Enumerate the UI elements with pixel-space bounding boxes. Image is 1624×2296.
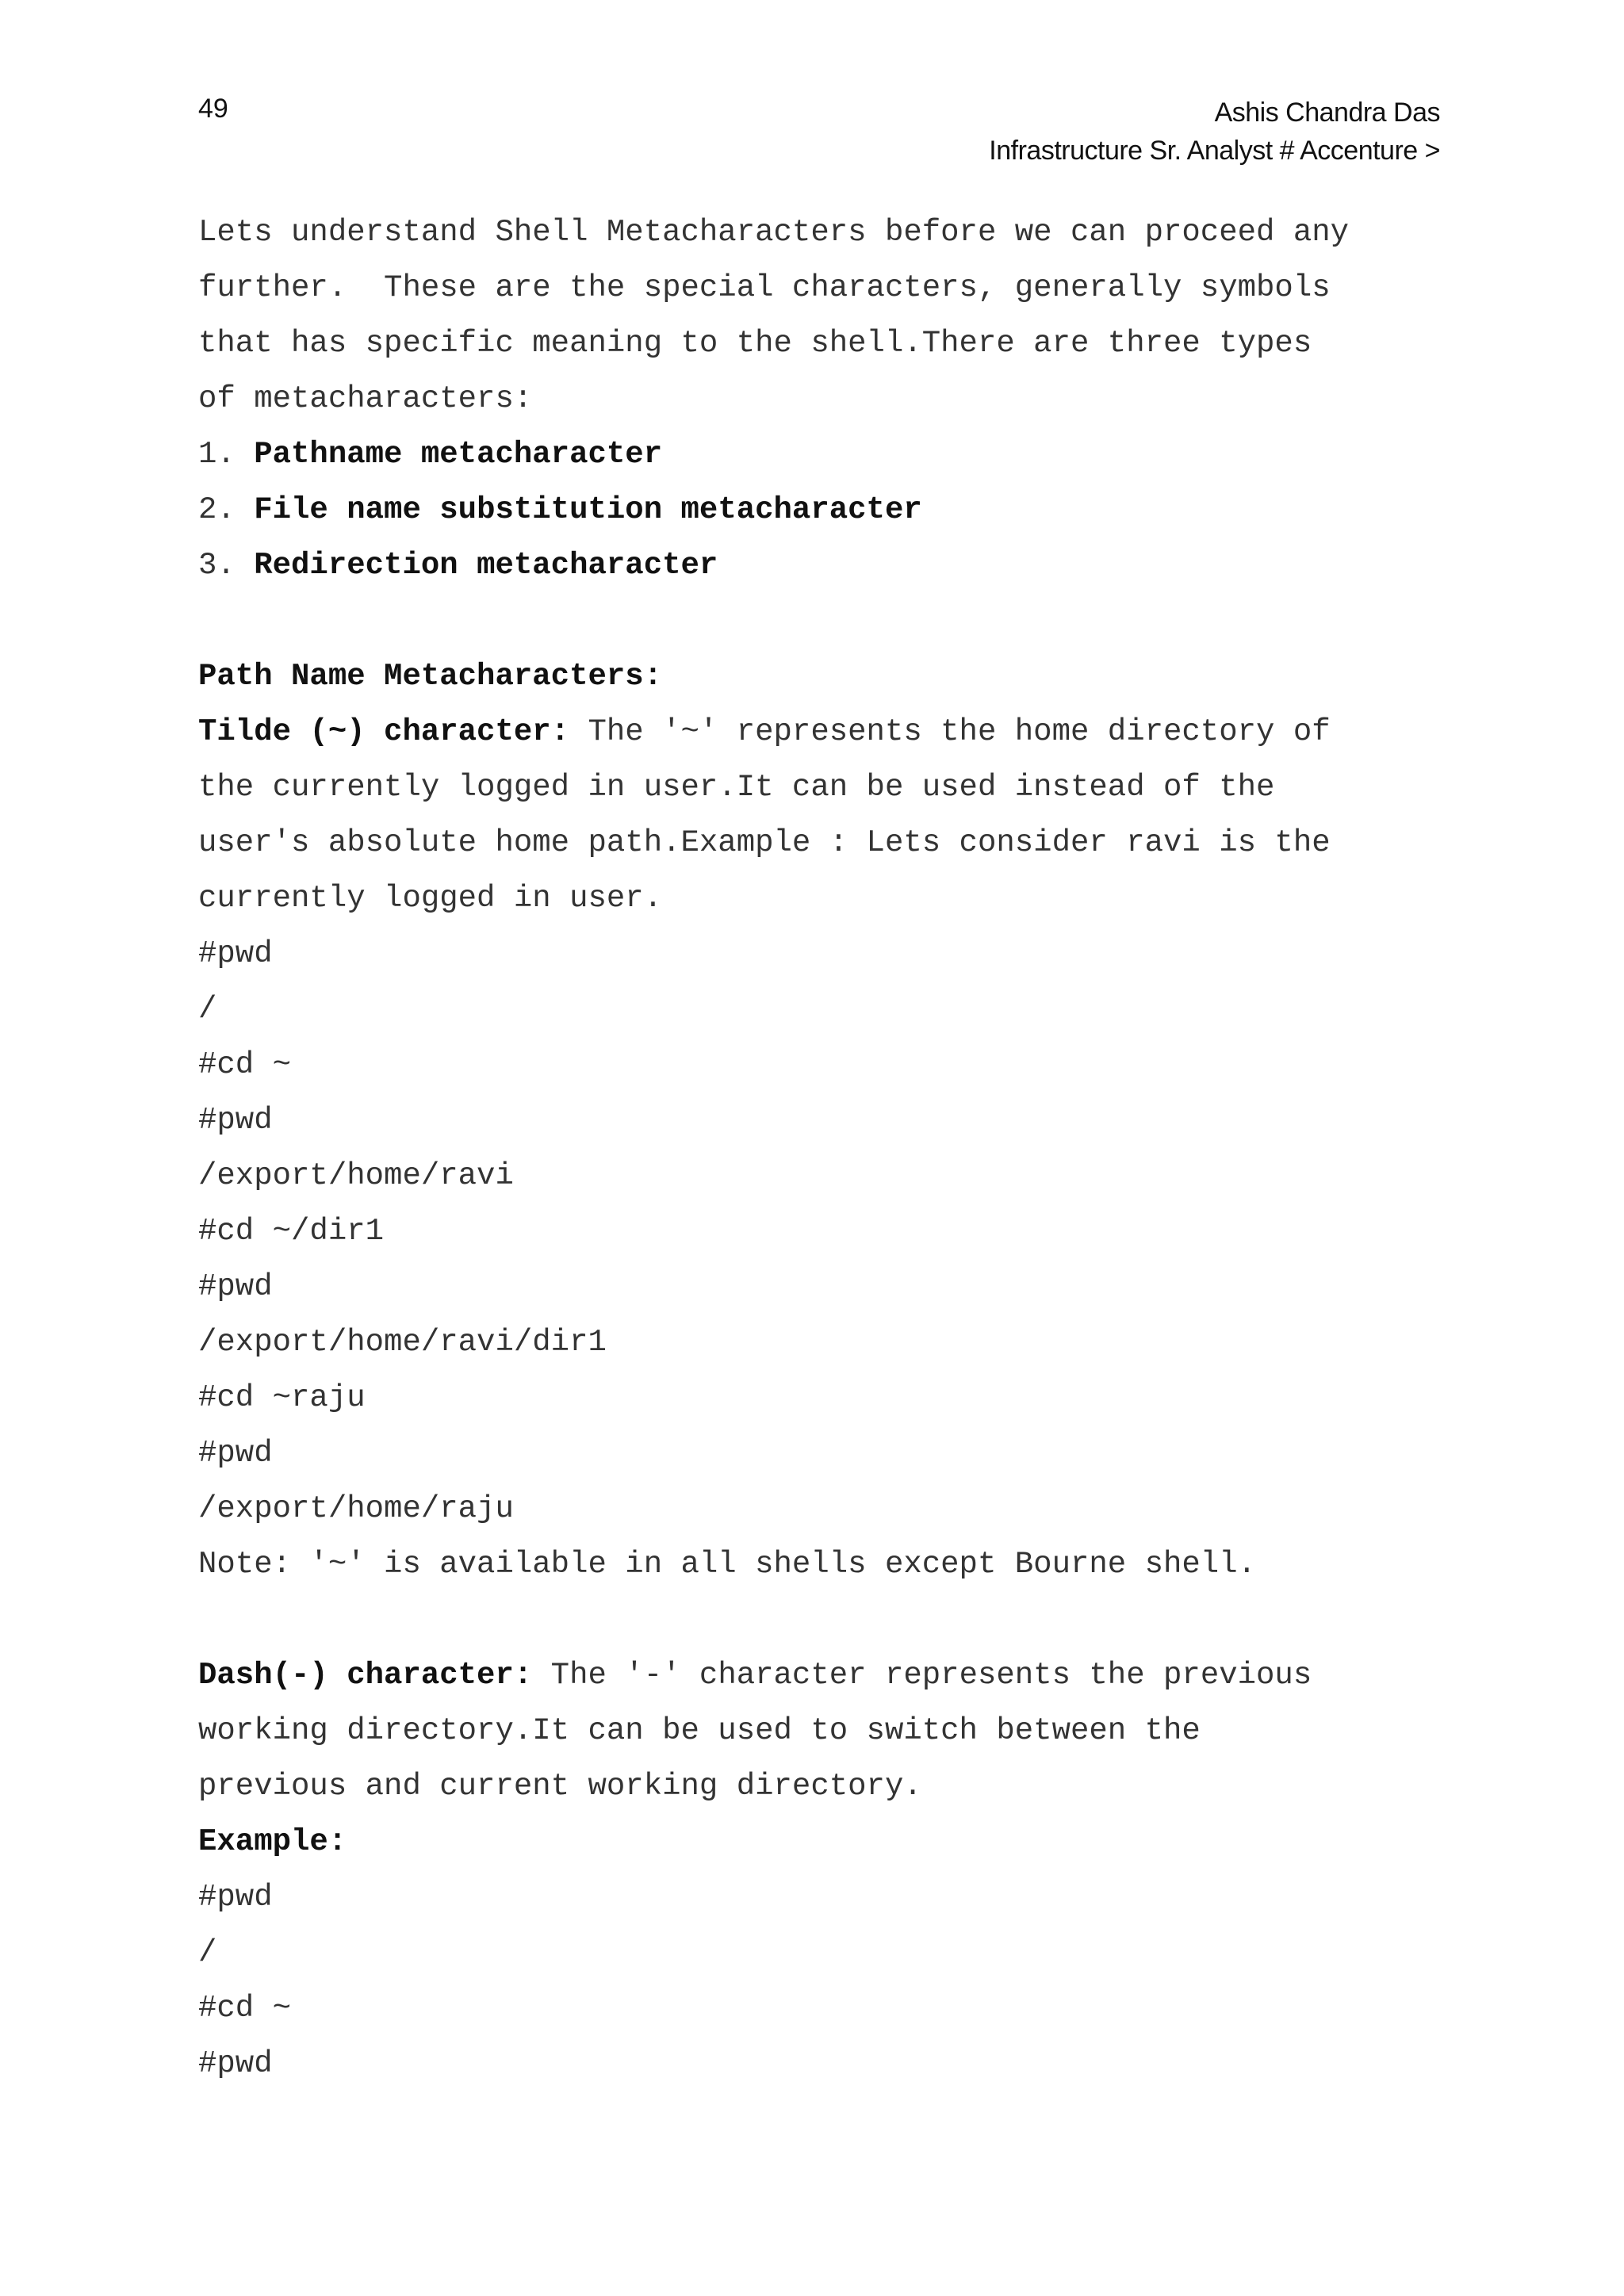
tilde-line: user's absolute home path.Example : Lets consider ravi is the bbox=[198, 825, 1331, 860]
author-name: Ashis Chandra Das bbox=[1214, 98, 1440, 128]
intro-line: Lets understand Shell Metacharacters before we can proceed any bbox=[198, 215, 1350, 250]
type-item: 2. File name substitution metacharacter bbox=[198, 492, 922, 527]
type-label: File name substitution metacharacter bbox=[254, 492, 922, 527]
command-line: #pwd bbox=[198, 936, 273, 971]
spacer bbox=[198, 593, 1451, 649]
intro-line: further. These are the special characters, generally symbols bbox=[198, 270, 1331, 305]
command-line: #cd ~raju bbox=[198, 1380, 366, 1415]
dash-line: previous and current working directory. bbox=[198, 1769, 922, 1804]
command-line: #pwd bbox=[198, 1880, 273, 1915]
note-line: Note: '~' is available in all shells except Bourne shell. bbox=[198, 1547, 1257, 1582]
command-line: #cd ~/dir1 bbox=[198, 1214, 385, 1249]
tilde-definition: Tilde (~) character: The '~' represents the home directory of bbox=[198, 714, 1331, 749]
command-line: #pwd bbox=[198, 2046, 273, 2081]
command-line: /export/home/raju bbox=[198, 1491, 514, 1526]
tilde-label: Tilde (~) character: bbox=[198, 714, 570, 749]
dash-line: working directory.It can be used to switch between the bbox=[198, 1713, 1201, 1748]
command-line: /export/home/ravi bbox=[198, 1158, 514, 1193]
document-body bbox=[198, 205, 1451, 2091]
intro-line: of metacharacters: bbox=[198, 381, 533, 416]
running-header bbox=[989, 94, 1440, 170]
type-item: 1. Pathname metacharacter bbox=[198, 437, 663, 472]
tilde-line: the currently logged in user.It can be used instead of the bbox=[198, 770, 1275, 805]
command-line: #pwd bbox=[198, 1269, 273, 1304]
type-label: Redirection metacharacter bbox=[254, 548, 718, 583]
spacer bbox=[198, 1592, 1451, 1647]
dash-label: Dash(-) character: bbox=[198, 1658, 533, 1693]
command-line: #cd ~ bbox=[198, 1991, 292, 2026]
page-number: 49 bbox=[198, 94, 228, 124]
type-label: Pathname metacharacter bbox=[254, 437, 663, 472]
command-line: #pwd bbox=[198, 1103, 273, 1138]
command-line: /export/home/ravi/dir1 bbox=[198, 1325, 607, 1360]
command-line: / bbox=[198, 992, 217, 1027]
intro-line: that has specific meaning to the shell.There are three types bbox=[198, 326, 1312, 361]
command-line: #cd ~ bbox=[198, 1047, 292, 1082]
type-item: 3. Redirection metacharacter bbox=[198, 548, 718, 583]
command-line: #pwd bbox=[198, 1436, 273, 1471]
author-role: Infrastructure Sr. Analyst # Accenture > bbox=[989, 136, 1440, 166]
command-line: / bbox=[198, 1935, 217, 1970]
tilde-line: currently logged in user. bbox=[198, 881, 663, 916]
section-heading: Path Name Metacharacters: bbox=[198, 659, 663, 694]
dash-definition: Dash(-) character: The '-' character represents the previous bbox=[198, 1658, 1312, 1693]
example-label: Example: bbox=[198, 1824, 347, 1859]
